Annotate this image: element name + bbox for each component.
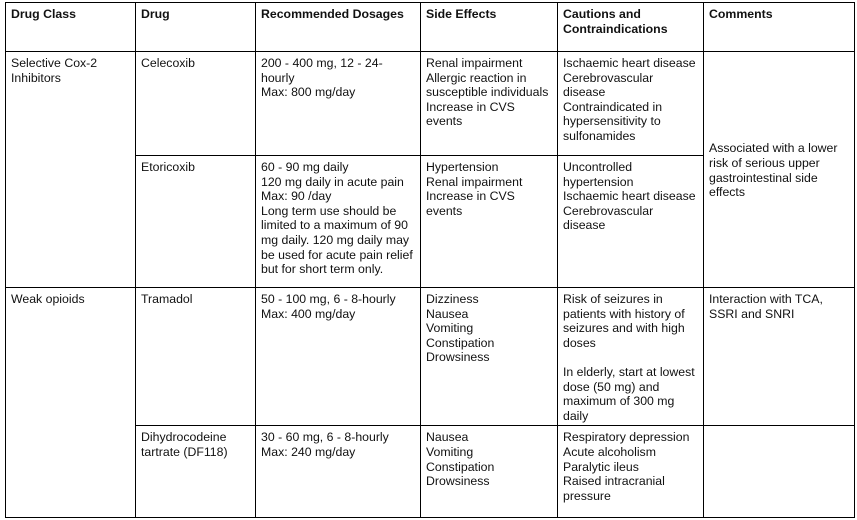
drug-class-cell — [6, 52, 136, 288]
side-effects-cell — [421, 426, 558, 518]
caution: In elderly, start at lowest dose (50 mg) and maximum of 300 mg daily — [563, 364, 699, 423]
header-drug-class: Drug Class — [6, 3, 136, 52]
spacer — [563, 350, 698, 365]
side-effect: Renal impairment — [426, 174, 523, 189]
side-effect: Vomiting — [426, 444, 474, 459]
dosage-cell — [256, 288, 421, 426]
side-effect: Increase in CVS events — [426, 189, 519, 218]
caution: Acute alcoholism — [563, 444, 656, 459]
dosage-line: Max: 800 mg/day — [261, 85, 356, 100]
side-effect: Constipation — [426, 459, 495, 474]
caution: Raised intracranial pressure — [563, 474, 669, 503]
drug-name: Tramadol — [141, 292, 193, 306]
header-row — [6, 3, 855, 52]
dosage-line: 200 - 400 mg, 12 - 24-hourly — [261, 56, 383, 85]
drug-name: Etoricoxib — [141, 160, 195, 174]
dosage-line: 50 - 100 mg, 6 - 8-hourly — [261, 292, 396, 306]
side-effect: Nausea — [426, 430, 469, 445]
side-effects-cell — [421, 52, 558, 156]
header-comments: Comments — [704, 3, 855, 52]
dosage-line: 60 - 90 mg daily — [261, 160, 349, 174]
drug-class-opioids: Weak opioids — [11, 292, 85, 306]
cautions-cell — [558, 426, 704, 518]
cautions-cell — [558, 288, 704, 426]
dosage-line: 120 mg daily in acute pain — [261, 174, 404, 189]
dosage-line: 30 - 60 mg, 6 - 8-hourly — [261, 430, 389, 445]
drug-name: Dihydrocodeine tartrate (DF118) — [141, 430, 230, 459]
dosage-line: Long term use should be limited to a maximum of 90 mg daily. 120 mg daily may be used for acute pain relief but for short term only. — [261, 203, 417, 277]
drug-cell — [136, 426, 256, 518]
drug-table — [5, 2, 855, 518]
header-dosages: Recommended Dosages — [256, 3, 421, 52]
side-effect: Dizziness — [426, 292, 479, 306]
header-side-effects: Side Effects — [421, 3, 558, 52]
dosage-line: Max: 90 /day — [261, 189, 332, 204]
comment-text: Interaction with TCA, SSRI and SNRI — [709, 292, 827, 321]
drug-table-container — [5, 2, 855, 518]
dosage-cell — [256, 52, 421, 156]
caution: Respiratory depression — [563, 430, 690, 445]
comments-cell — [704, 288, 855, 426]
drug-name: Celecoxib — [141, 56, 195, 70]
side-effect: Hypertension — [426, 160, 499, 174]
comments-cell — [704, 52, 855, 288]
side-effect: Allergic reaction in susceptible individuals — [426, 70, 549, 100]
cautions-cell — [558, 156, 704, 288]
comments-cell — [704, 426, 855, 518]
side-effect: Nausea — [426, 306, 469, 321]
table-row — [6, 52, 855, 156]
side-effects-cell — [421, 288, 558, 426]
caution: Contraindicated in hypersensitivity to sulfonamides — [563, 99, 666, 143]
caution: Cerebrovascular disease — [563, 203, 657, 233]
table-row — [6, 288, 855, 426]
side-effect: Constipation — [426, 335, 495, 350]
dosage-cell — [256, 156, 421, 288]
caution: Cerebrovascular disease — [563, 70, 657, 100]
drug-cell — [136, 288, 256, 426]
drug-cell — [136, 156, 256, 288]
side-effect: Drowsiness — [426, 350, 490, 365]
dosage-line: Max: 240 mg/day — [261, 444, 356, 459]
dosage-line: Max: 400 mg/day — [261, 306, 356, 321]
drug-class-cell — [6, 288, 136, 518]
side-effects-cell — [421, 156, 558, 288]
caution: Ischaemic heart disease — [563, 189, 696, 204]
drug-class-cox2: Selective Cox-2 Inhibitors — [11, 56, 101, 85]
caution: Risk of seizures in patients with history of seizures and with high doses — [563, 292, 689, 350]
side-effect: Drowsiness — [426, 474, 490, 489]
caution: Paralytic ileus — [563, 459, 639, 474]
side-effect: Vomiting — [426, 321, 474, 336]
side-effect: Renal impairment — [426, 56, 523, 70]
cautions-cell — [558, 52, 704, 156]
header-cautions: Cautions and Contraindications — [558, 3, 704, 52]
caution: Uncontrolled hypertension — [563, 160, 636, 189]
comment-text: Associated with a lower risk of serious upper gastrointestinal side effects — [709, 141, 841, 200]
header-drug: Drug — [136, 3, 256, 52]
dosage-cell — [256, 426, 421, 518]
caution: Ischaemic heart disease — [563, 56, 696, 70]
side-effect: Increase in CVS events — [426, 99, 519, 129]
drug-cell — [136, 52, 256, 156]
